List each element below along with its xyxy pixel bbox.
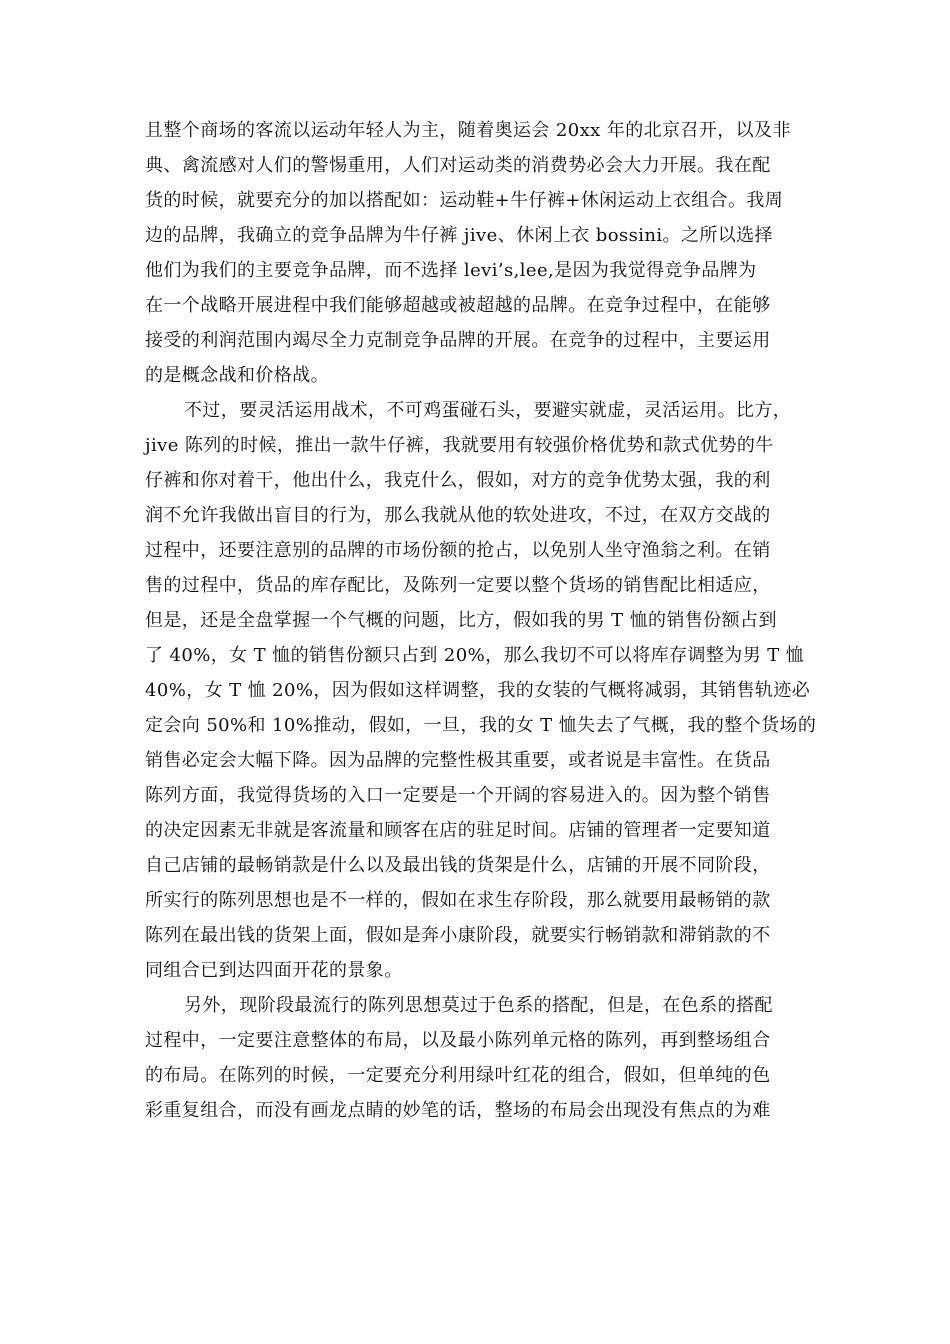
text-line: 所实行的陈列思想也是不一样的，假如在求生存阶段，那么就要用最畅销的款 — [145, 890, 771, 911]
text-line: 边的品牌，我确立的竞争品牌为牛仔裤 jive、休闲上衣 bossini。之所以选择 — [145, 225, 773, 246]
text-line: 了 40%，女 T 恤的销售份额只占到 20%，那么我切不可以将库存调整为男 T 恤 — [145, 645, 805, 666]
text-line: 且整个商场的客流以运动年轻人为主，随着奥运会 20xx 年的北京召开，以及非 — [145, 120, 791, 141]
text-line: 过程中，还要注意别的品牌的市场份额的抢占，以免别人坐守渔翁之利。在销 — [145, 540, 771, 561]
text-line: 润不允许我做出盲目的行为，那么我就从他的软处进攻，不过，在双方交战的 — [145, 505, 771, 526]
text-line: 的布局。在陈列的时候，一定要充分利用绿叶红花的组合，假如，但单纯的色 — [145, 1065, 771, 1086]
text-line: 在一个战略开展进程中我们能够超越或被超越的品牌。在竞争过程中，在能够 — [145, 295, 771, 316]
text-line: jive 陈列的时候，推出一款牛仔裤，我就要用有较强价格优势和款式优势的牛 — [145, 435, 774, 456]
text-line: 另外，现阶段最流行的陈列思想莫过于色系的搭配，但是，在色系的搭配 — [184, 995, 773, 1016]
text-line: 但是，还是全盘掌握一个气概的问题，比方，假如我的男 T 恤的销售份额占到 — [145, 610, 777, 631]
text-line: 定会向 50%和 10%推动，假如，一旦，我的女 T 恤失去了气概，我的整个货场的 — [145, 715, 817, 736]
text-line: 不过，要灵活运用战术，不可鸡蛋碰石头，要避实就虚，灵活运用。比方， — [184, 400, 792, 421]
text-line: 货的时候，就要充分的加以搭配如：运动鞋+牛仔裤+休闲运动上衣组合。我周 — [145, 190, 784, 211]
text-line: 陈列方面，我觉得货场的入口一定要是一个开阔的容易进入的。因为整个销售 — [145, 785, 771, 806]
text-line: 过程中，一定要注意整体的布局，以及最小陈列单元格的陈列，再到整场组合 — [145, 1030, 771, 1051]
text-line: 仔裤和你对着干，他出什么，我克什么，假如，对方的竞争优势太强，我的利 — [145, 470, 771, 491]
text-line: 彩重复组合，而没有画龙点睛的妙笔的话，整场的布局会出现没有焦点的为难 — [145, 1100, 771, 1121]
text-line: 40%，女 T 恤 20%，因为假如这样调整，我的女装的气概将减弱，其销售轨迹必 — [145, 680, 811, 701]
text-line: 售的过程中，货品的库存配比，及陈列一定要以整个货场的销售配比相适应， — [145, 575, 771, 596]
body-text — [145, 113, 825, 1128]
text-line: 的决定因素无非就是客流量和顾客在店的驻足时间。店铺的管理者一定要知道 — [145, 820, 771, 841]
text-line: 陈列在最出钱的货架上面，假如是奔小康阶段，就要实行畅销款和滞销款的不 — [145, 925, 771, 946]
text-line: 接受的利润范围内竭尽全力克制竞争品牌的开展。在竞争的过程中，主要运用 — [145, 330, 771, 351]
text-line: 的是概念战和价格战。 — [145, 365, 329, 386]
text-line: 同组合已到达四面开花的景象。 — [145, 960, 403, 981]
text-line: 自己店铺的最畅销款是什么以及最出钱的货架是什么，店铺的开展不同阶段， — [145, 855, 771, 876]
text-line: 销售必定会大幅下降。因为品牌的完整性极其重要，或者说是丰富性。在货品 — [145, 750, 771, 771]
text-line: 他们为我们的主要竞争品牌，而不选择 levi’s,lee,是因为我觉得竞争品牌为 — [145, 260, 757, 281]
text-line: 典、禽流感对人们的警惕重用，人们对运动类的消费势必会大力开展。我在配 — [145, 155, 771, 176]
